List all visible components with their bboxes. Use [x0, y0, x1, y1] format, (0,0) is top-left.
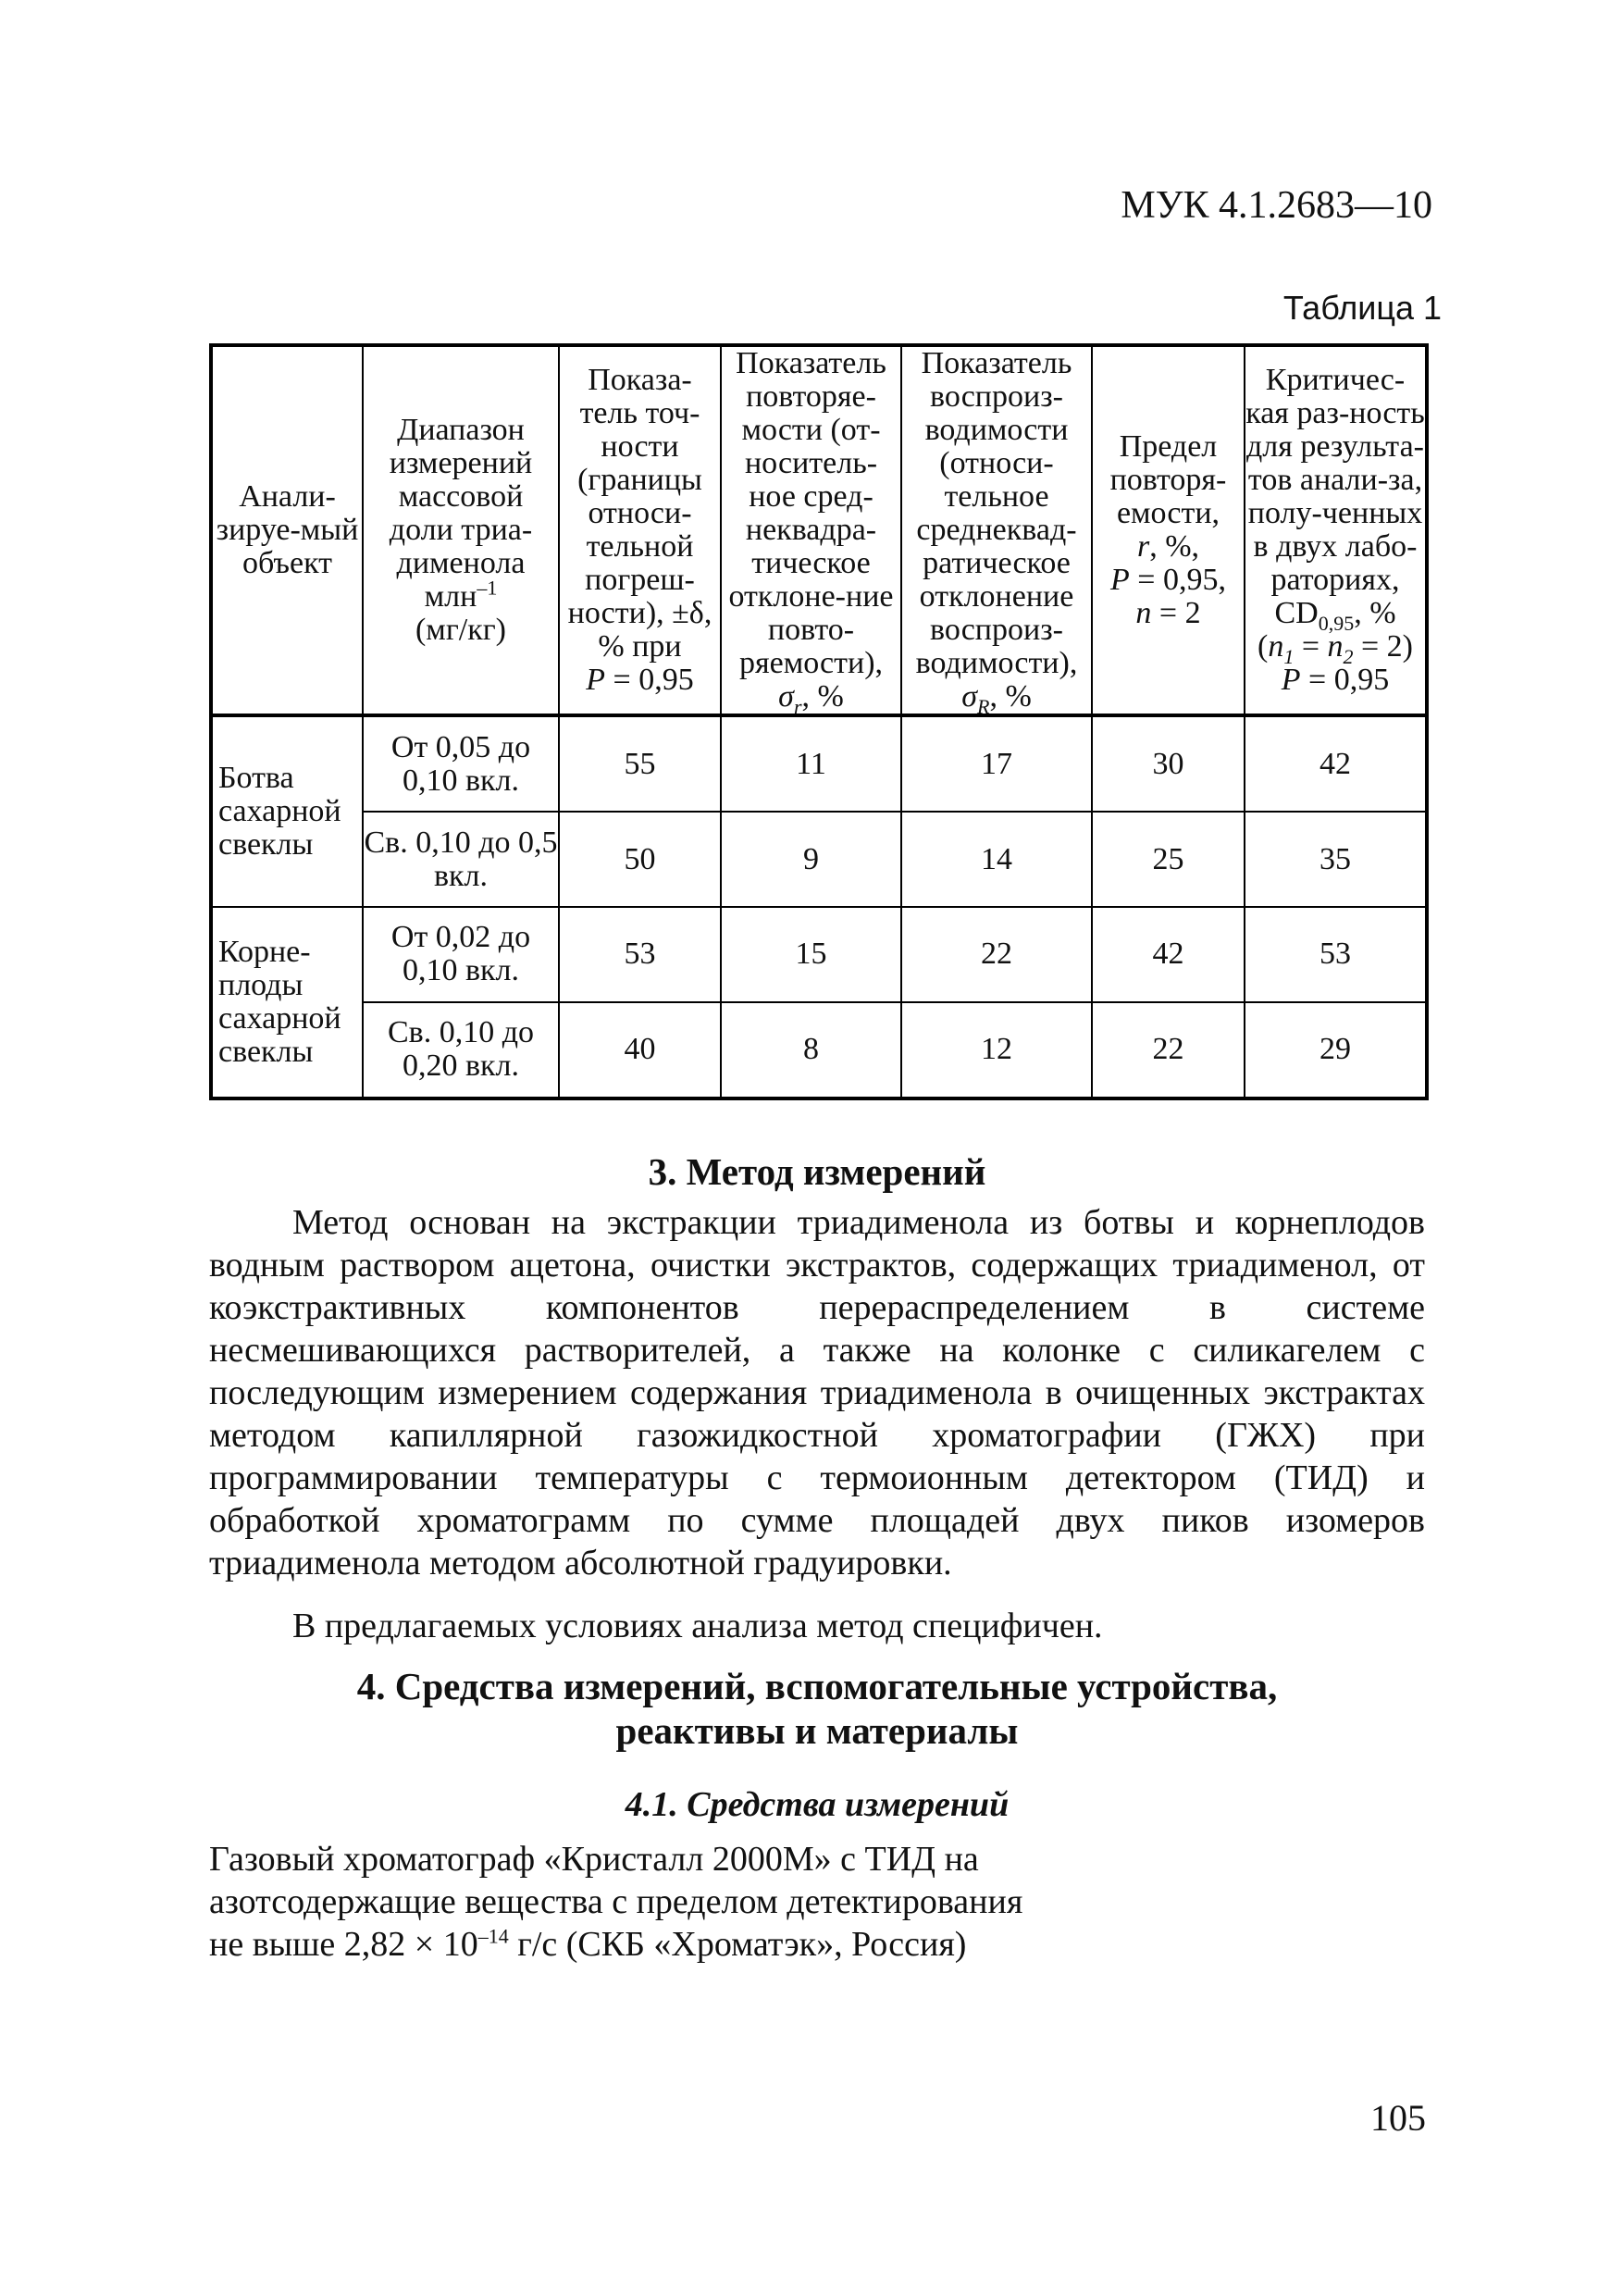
table-label: Таблица 1: [1282, 289, 1442, 327]
repeat-cell: 11: [721, 715, 901, 812]
header-crit-text: Критичес-кая раз-ность для результа-тов анали-за, полу-ченных в двух лабо-раториях,: [1245, 363, 1425, 597]
header-reprod-sym: σ: [961, 679, 977, 714]
range-cell: Св. 0,10 до 0,20 вкл.: [363, 1002, 559, 1098]
crit-cell: 29: [1245, 1002, 1427, 1098]
header-limit-r-unit: , %,: [1149, 529, 1200, 564]
header-crit-n1-sub: 1: [1283, 644, 1295, 668]
header-range-unit: млн: [424, 579, 477, 614]
header-accuracy-p: P: [586, 663, 606, 697]
header-range-unit2: (мг/кг): [415, 613, 506, 647]
header-limit-n: n: [1135, 596, 1152, 630]
limit-cell: 25: [1092, 812, 1245, 907]
header-limit-n-val: = 2: [1151, 596, 1201, 630]
crit-cell: 35: [1245, 812, 1427, 907]
header-accuracy-p-val: = 0,95: [605, 663, 694, 697]
header-accuracy-text: Показа-тель точ-ности (границы относи-тельной погреш-ности), ±δ, % при: [567, 363, 712, 664]
header-repeat-unit: , %: [801, 679, 844, 714]
header-object: Анали-зируе-мый объект: [211, 345, 363, 715]
header-crit-eq: =: [1294, 629, 1328, 664]
header-reprod-text: Показатель воспроиз-водимости (относи-тельное среднеквад-ратическое отклонение воспроиз-водимости),: [915, 346, 1078, 680]
section-4-title: 4. Средства измерений, вспомогательные устройства, реактивы и материалы: [356, 1665, 1278, 1752]
instrument-text: Газовый хроматограф «Кристалл 2000М» с ТИД на азотсодержащие вещества с пределом детектирования не выше 2,82 × 10: [209, 1840, 1023, 1964]
header-crit-cd-sub: 0,95: [1318, 611, 1355, 635]
header-limit-text: Предел повторя-емости,: [1109, 429, 1227, 530]
limit-cell: 22: [1092, 1002, 1245, 1098]
header-crit-n2-sub: 2: [1343, 644, 1354, 668]
header-crit-n2: n: [1327, 629, 1344, 664]
header-range-exp: –1: [477, 576, 498, 600]
section-3-text-2: В предлагаемых условиях анализа метод специфичен.: [292, 1607, 1103, 1645]
header-crit-p-val: = 0,95: [1300, 663, 1390, 697]
header-range-text: Диапазон измерений массовой доли триа-дименола: [389, 413, 533, 580]
object-cell: Корне-плоды сахарной свеклы: [211, 907, 363, 1098]
reprod-cell: 17: [901, 715, 1092, 812]
range-cell: От 0,02 до 0,10 вкл.: [363, 907, 559, 1002]
section-3-paragraph: [209, 1201, 1425, 1584]
accuracy-cell: 55: [559, 715, 721, 812]
header-crit-n-val: = 2): [1353, 629, 1413, 664]
header-range: [363, 345, 559, 715]
section-3-paragraph-2: [209, 1605, 1425, 1647]
table-row: [211, 812, 1427, 907]
header-limit-p-val: = 0,95,: [1129, 563, 1226, 597]
section-4-1-title: 4.1. Средства измерений: [625, 1785, 1010, 1824]
instrument-text-2: г/с (СКБ «Хроматэк», Россия): [508, 1925, 967, 1964]
repeat-cell: 9: [721, 812, 901, 907]
header-crit-cd-unit: , %: [1354, 596, 1396, 630]
reprod-cell: 22: [901, 907, 1092, 1002]
instrument-entry: [209, 1838, 1042, 1966]
header-repeatability: [721, 345, 901, 718]
instrument-exponent: –14: [477, 1924, 509, 1948]
range-cell: Св. 0,10 до 0,5 вкл.: [363, 812, 559, 907]
reprod-cell: 14: [901, 812, 1092, 907]
repeat-cell: 15: [721, 907, 901, 1002]
table-row: [211, 715, 1427, 812]
accuracy-cell: 50: [559, 812, 721, 907]
page-number: 105: [1370, 2097, 1426, 2139]
range-cell: От 0,05 до 0,10 вкл.: [363, 715, 559, 812]
crit-cell: 53: [1245, 907, 1427, 1002]
metrology-table: [209, 343, 1429, 1100]
table-row: [211, 907, 1427, 1002]
header-crit-p: P: [1281, 663, 1301, 697]
header-crit-n1: n: [1268, 629, 1284, 664]
header-limit-r: r: [1136, 529, 1150, 564]
header-reprod-sub: R: [977, 694, 990, 718]
reprod-cell: 12: [901, 1002, 1092, 1098]
header-repeat-text: Показатель повторяе-мости (от-носитель-ное сред-неквадра-тическое отклоне-ние повто-ряемости),: [728, 346, 894, 680]
header-repeat-sym: σ: [778, 679, 794, 714]
header-critical-difference: Критичес-кая раз-ность для результа-тов анали-за, полу-ченных в двух лабо-раториях, $CD_{0,95}$, % $(n_1 = n_2 = 2)$ P = 0,95: [1245, 345, 1427, 715]
limit-cell: 30: [1092, 715, 1245, 812]
accuracy-cell: 40: [559, 1002, 721, 1098]
section-3-title: 3. Метод измерений: [648, 1150, 986, 1193]
header-limit-p: P: [1110, 563, 1130, 597]
document-code: МУК 4.1.2683—10: [1121, 184, 1432, 227]
header-accuracy: [559, 345, 721, 715]
header-crit-cd: CD: [1274, 596, 1319, 630]
accuracy-cell: 53: [559, 907, 721, 1002]
table-row: [211, 1002, 1427, 1098]
table-header-row: [211, 345, 1427, 715]
crit-cell: 42: [1245, 715, 1427, 812]
repeat-cell: 8: [721, 1002, 901, 1098]
object-cell: Ботва сахарной свеклы: [211, 715, 363, 907]
limit-cell: 42: [1092, 907, 1245, 1002]
header-reproducibility: [901, 345, 1092, 718]
section-3-text: Метод основан на экстракции триадименола из ботвы и корнеплодов водным раствором ацетона, очистки экстрактов, содержащих триадименол, от коэкстрактивных компонентов перераспределением в системе несмешивающихся растворителей, а также на колонке с силикагелем с последующим измерением содержания триадименола в очищенных экстрактах методом капиллярной газожидкостной хроматографии (ГЖХ) при программировании температуры с термоионным детектором (ТИД) и обработкой хроматограмм по сумме площадей двух пиков изомеров триадименола методом абсолютной градуировки.: [209, 1203, 1425, 1582]
header-repeat-limit: [1092, 345, 1245, 715]
header-repeat-sub: r: [793, 694, 802, 718]
header-reprod-unit: , %: [989, 679, 1032, 714]
